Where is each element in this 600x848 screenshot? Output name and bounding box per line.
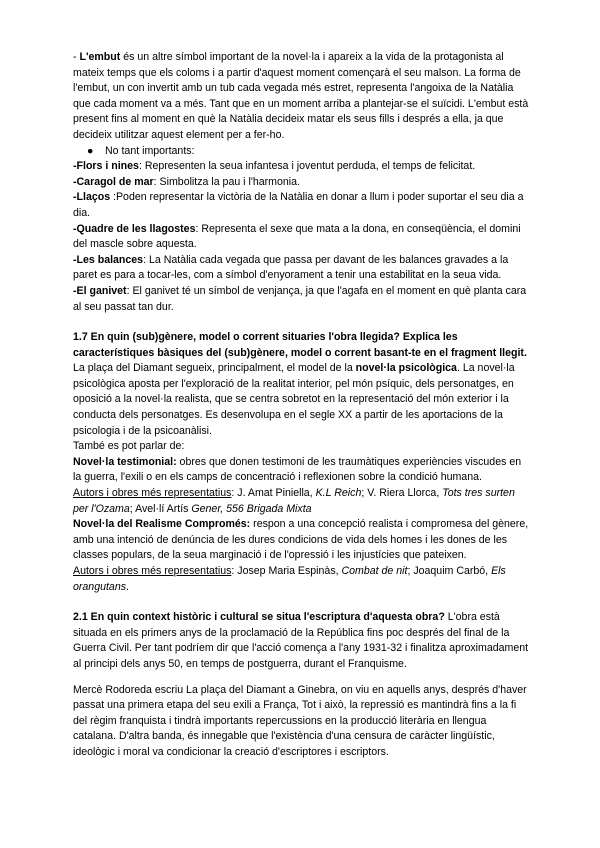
testimonial-paragraph: Novel·la testimonial: obres que donen testimoni de les traumàtiques experiències viscudes en la guerra, l'exili o en els camps de concentració i reflexionen sobre la condició humana.: [73, 455, 522, 484]
realism-paragraph: Novel·la del Realisme Compromés: respon a una concepció realista i compromesa del gènere, amb una intenció de denúncia de les dures condicions de vida dels homes i les dones de les classes populars, de la seua marginació i de l'opressió i les injustícies que pateixen.: [73, 518, 529, 562]
symbol-list: [73, 159, 531, 315]
work-title: K.L Reich: [315, 487, 362, 500]
section-1-7-heading: 1.7 En quin (sub)gènere, model o corrent situaries l'obra llegida? Explica les característiques bàsiques del (sub)gènere, model o corrent basant-te en el fragment llegit.: [73, 331, 527, 359]
work-title: Tots tres surten per l'Ozama: [73, 487, 515, 515]
section-2-1-paragraph-2: Mercè Rodoreda escriu La plaça del Diamant a Ginebra, on viu en aquells anys, després d'haver passat una primera etapa del seu exili a França, Tot i això, la repressió es mantindrà fins a la fi del règim franquista i tindrà importants repercussions en la producció literària en llengua catalana. D'altra banda, és innegable que l'existència d'una censura de caràcter lingüístic, ideològic i moral va condicionar la creació d'escriptores i escriptors.: [73, 683, 527, 758]
realism-authors: Autors i obres més representatius: Josep Maria Espinàs, Combat de nit; Joaquim Carbó, Els orangutans.: [73, 565, 506, 593]
bullet-icon: ●: [87, 144, 94, 157]
testimonial-authors: Autors i obres més representatius: J. Amat Piniella, K.L Reich; V. Riera Llorca, Tots tres surten per l'Ozama; Avel·lí Artís Gener, 556 Brigada Mixta: [73, 487, 515, 515]
symbol-item: -Llaços :Poden representar la victòria de la Natàlia en donar a llum i poder suportar el seu dia a dia.: [73, 191, 524, 219]
symbol-item: -Flors i nines: Representen la seua infantesa i joventut perduda, el temps de felicitat.: [73, 160, 476, 173]
embut-term: L'embut: [79, 51, 121, 63]
work-title: Els orangutans: [73, 565, 506, 593]
work-title: Combat de nit: [341, 565, 408, 577]
embut-paragraph: - L'embut és un altre símbol important de la novel·la i apareix a la vida de la protagonista al mateix temps que els coloms i a partir d'aquest moment començarà el seu malson. La forma de l'embut, un con invertit amb un tub cada vegada més estret, representa l'angoixa de la Natàlia que cada moment va a més. Tant que en un moment arriba a plantejar-se el suïcidi. L'embut està present fins al moment en què la Natàlia decideix matar els seus fills i després a ella, ja que decideix utilitzar aquest element per a fer-ho.: [73, 51, 529, 141]
author-text: .: [126, 580, 129, 593]
symbol-item: -Caragol de mar: Simbolitza la pau i l'harmonia.: [73, 175, 300, 188]
bullet-item: ● No tant importants:: [73, 144, 531, 160]
symbol-item: -Les balances: La Natàlia cada vegada que passa per davant de les balances gravades a la paret es para a tocar-les, com a símbol d'enyorament a tenir una estabilitat en la seua vida.: [73, 253, 509, 282]
author-text: ; V. Riera Llorca,: [361, 487, 443, 500]
author-text: : Josep Maria Espinàs,: [231, 565, 342, 577]
section-2-1-paragraph: 2.1 En quin context històric i cultural se situa l'escriptura d'aquesta obra? L'obra està situada en els primers anys de la proclamació de la República fins poc després del final de la Guerra Civil. Per tant podríem dir que l'acció comença a l'any 1931-32 i finalitza aproximadament al principi dels anys 50, en temps de postguerra, durant el Franquisme.: [73, 611, 529, 670]
embut-text: és un altre símbol important de la novel·la i apareix a la vida de la protagonista al mateix temps que els coloms i a partir d'aquest moment començarà el seu malson. La forma de l'embut, un con invertit amb un tub cada vegada més estret, representa l'angoixa de la Natàlia que cada moment va a més. Tant que en un moment arriba a plantejar-se el suïcidi. L'embut està present fins al moment en què la Natàlia decideix matar els seus fills i després a ella, ja que decideix utilitzar aquest element per a fer-ho.: [73, 51, 529, 141]
author-text: ; Joaquim Carbó,: [407, 565, 492, 577]
document-page: [73, 50, 531, 761]
also-line: També es pot parlar de:: [73, 440, 185, 453]
section-2-1-heading: 2.1 En quin context històric i cultural se situa l'escriptura d'aquesta obra?: [73, 611, 445, 624]
symbol-item: -Quadre de les llagostes: Representa el sexe que mata a la dona, en conseqüència, el domini del mascle sobre aquesta.: [73, 222, 521, 251]
author-text: : J. Amat Piniella,: [231, 487, 316, 500]
section-1-7-intro: La plaça del Diamant segueix, principalment, el model de la novel·la psicològica. La novel·la psicològica aposta per l'exploració de la realitat interior, pel món psíquic, dels personatges, en oposició a la novel·la realista, que se centra sobretot en la representació del món exterior i la conducta dels personatges. Es desenvolupa en el segle XX a partir de les aportacions de la psicologia i de la psicoanàlisi.: [73, 362, 515, 437]
work-title: Gener, 556 Brigada Mixta: [191, 502, 312, 515]
author-text: ; Avel·lí Artís: [129, 502, 192, 515]
symbol-item: -El ganivet: El ganivet té un símbol de venjança, ja que l'agafa en el moment en què planta cara al seu passat tan dur.: [73, 284, 527, 313]
